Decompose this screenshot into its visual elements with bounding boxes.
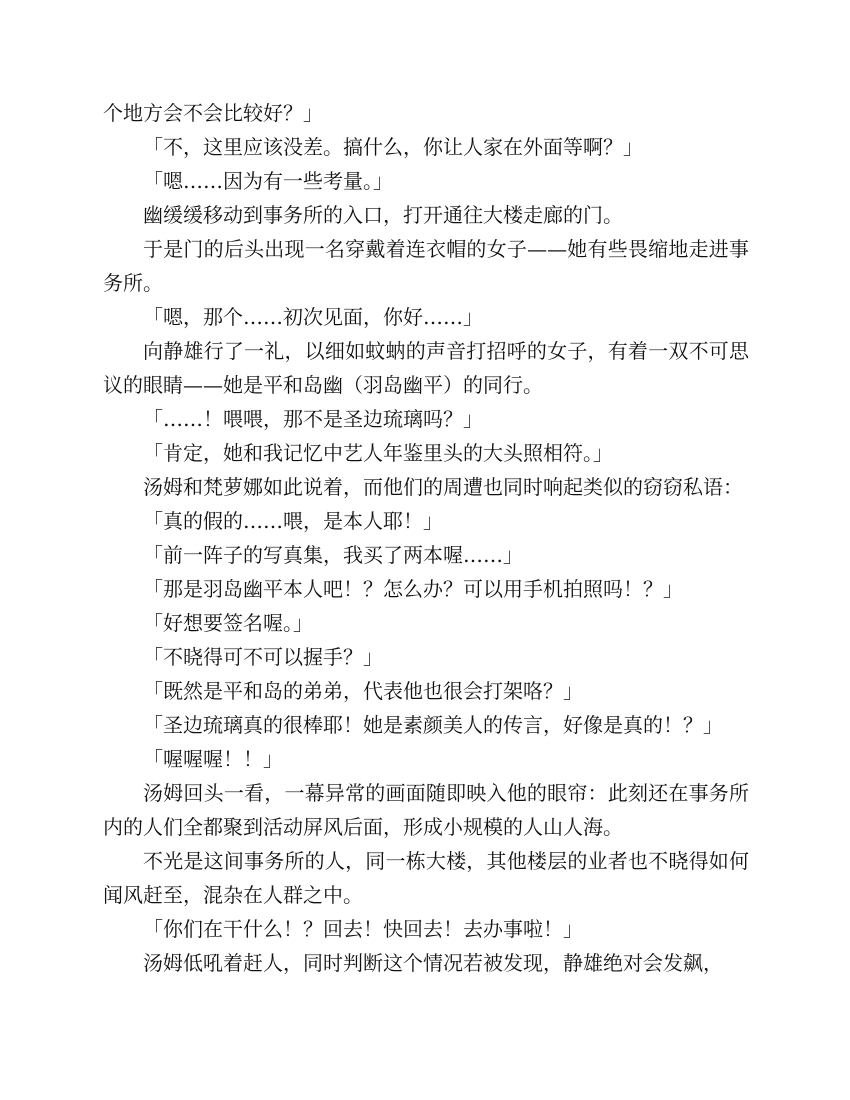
paragraph: 幽缓缓移动到事务所的入口，打开通往大楼走廊的门。 <box>143 203 623 227</box>
body-text <box>103 96 749 980</box>
paragraph: 汤姆回头一看，一幕异常的画面随即映入他的眼帘：此刻还在事务所内的人们全都聚到活动屏风后面，形成小规模的人山人海。 <box>103 781 749 839</box>
paragraph: 「不晓得可不可以握手？」 <box>143 645 383 669</box>
paragraph: 于是门的后头出现一名穿戴着连衣帽的女子——她有些畏缩地走进事务所。 <box>103 237 749 295</box>
paragraph: 「喔喔喔！！」 <box>143 747 283 771</box>
paragraph: 「嗯……因为有一些考量。」 <box>143 169 393 193</box>
paragraph: 向静雄行了一礼，以细如蚊蚋的声音打招呼的女子，有着一双不可思议的眼睛——她是平和岛幽（羽岛幽平）的同行。 <box>103 339 749 397</box>
paragraph: 「肯定，她和我记忆中艺人年鉴里头的大头照相符。」 <box>143 441 613 465</box>
paragraph: 「你们在干什么！？回去！快回去！去办事啦！」 <box>143 917 583 941</box>
paragraph: 个地方会不会比较好？」 <box>103 101 323 125</box>
paragraph: 汤姆和梵萝娜如此说着，而他们的周遭也同时响起类似的窃窃私语： <box>143 475 743 499</box>
paragraph: 「那是羽岛幽平本人吧！？怎么办？可以用手机拍照吗！？」 <box>143 577 683 601</box>
paragraph: 不光是这间事务所的人，同一栋大楼，其他楼层的业者也不晓得如何闻风赶至，混杂在人群之中。 <box>103 849 749 907</box>
paragraph: 「真的假的……喂，是本人耶！」 <box>143 509 443 533</box>
paragraph: 「……！喂喂，那不是圣边琉璃吗？」 <box>143 407 483 431</box>
paragraph: 「既然是平和岛的弟弟，代表他也很会打架咯？」 <box>143 679 583 703</box>
paragraph: 汤姆低吼着赶人，同时判断这个情况若被发现，静雄绝对会发飙， <box>143 951 723 975</box>
paragraph: 「前一阵子的写真集，我买了两本喔……」 <box>143 543 523 567</box>
paragraph: 「不，这里应该没差。搞什么，你让人家在外面等啊？」 <box>143 135 643 159</box>
paragraph: 「嗯，那个……初次见面，你好……」 <box>143 305 483 329</box>
paragraph: 「圣边琉璃真的很棒耶！她是素颜美人的传言，好像是真的！？」 <box>143 713 723 737</box>
paragraph: 「好想要签名喔。」 <box>143 611 313 635</box>
